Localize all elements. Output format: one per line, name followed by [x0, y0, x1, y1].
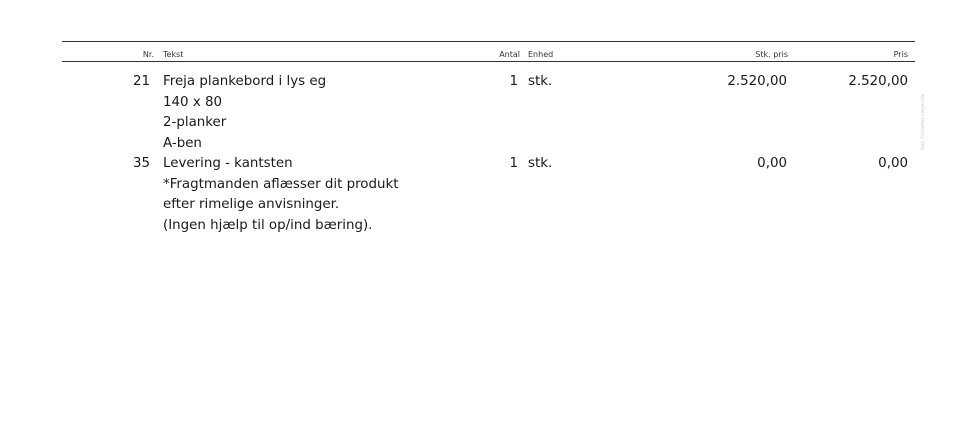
row-tekst-line: (Ingen hjælp til op/ind bæring).	[163, 217, 373, 233]
row-stk-pris: 0,00	[757, 156, 787, 171]
table-header-rule	[62, 61, 915, 62]
table-top-rule	[62, 41, 915, 42]
row-tekst-line: efter rimelige anvisninger.	[163, 197, 340, 212]
header-nr: Nr.	[142, 50, 154, 59]
header-stk-pris: Stk. pris	[755, 50, 788, 59]
header-enhed: Enhed	[528, 50, 554, 59]
row-tekst	[163, 72, 326, 154]
side-margin-note: Side: Fortsættes næste side	[920, 93, 925, 150]
row-tekst-line: Levering - kantsten	[163, 156, 293, 171]
header-antal: Antal	[499, 50, 520, 59]
row-pris: 0,00	[878, 156, 908, 171]
row-enhed: stk.	[528, 74, 553, 89]
row-tekst-line: 2-planker	[163, 115, 227, 130]
header-tekst: Tekst	[163, 50, 184, 59]
row-enhed: stk.	[528, 156, 553, 171]
row-pris: 2.520,00	[848, 74, 908, 89]
row-antal: 1	[509, 156, 518, 171]
row-nr: 21	[132, 74, 150, 89]
row-tekst-line: 140 x 80	[163, 94, 223, 110]
row-tekst-line: A-ben	[163, 135, 202, 151]
row-tekst	[163, 154, 398, 236]
header-pris: Pris	[893, 50, 908, 59]
row-nr: 35	[132, 156, 150, 171]
row-antal: 1	[509, 74, 518, 89]
row-tekst-line: Freja plankebord i lys eg	[163, 74, 327, 89]
row-tekst-line: *Fragtmanden aflæsser dit produkt	[163, 176, 399, 192]
row-stk-pris: 2.520,00	[727, 74, 787, 89]
